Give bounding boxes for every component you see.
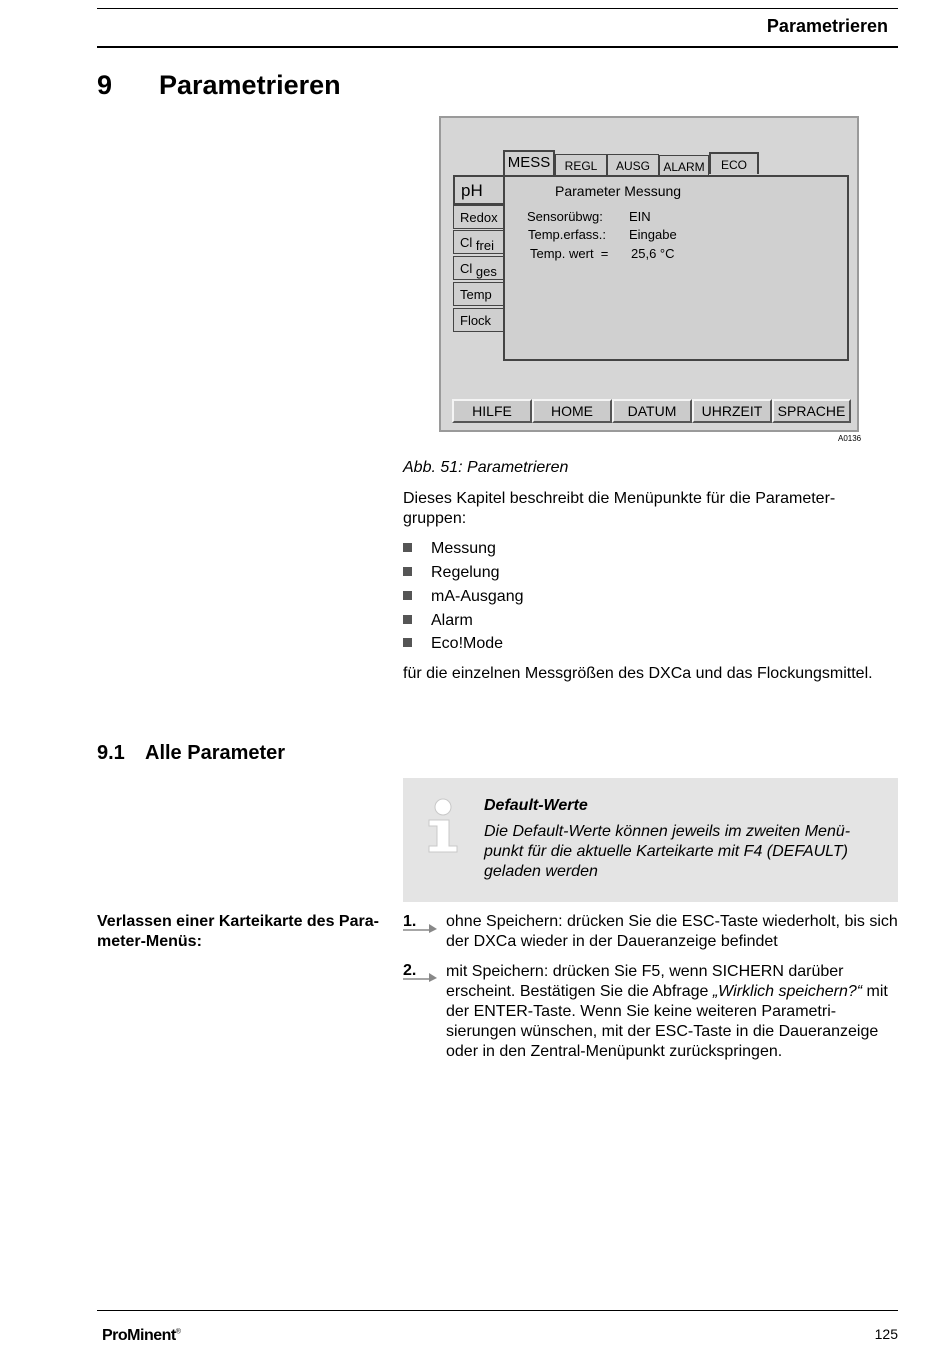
bullet-square-icon: [403, 543, 412, 552]
tab-ausg[interactable]: AUSG: [607, 154, 659, 176]
side-tab-sub: frei: [475, 238, 494, 253]
side-tab-label: Temp: [460, 287, 492, 302]
side-tab-flock[interactable]: [453, 308, 503, 332]
side-tab-cl-ges[interactable]: [453, 256, 503, 280]
list-item: Eco!Mode: [403, 635, 503, 653]
device-screen-figure: [439, 116, 859, 432]
step-arrow-icon: [403, 923, 437, 933]
header-bottom-rule: [97, 46, 898, 48]
sprache-button[interactable]: SPRACHE: [772, 399, 851, 423]
figure-id: A0136: [838, 434, 862, 443]
side-tab-temp[interactable]: [453, 282, 503, 306]
note-title: Default-Werte: [484, 797, 588, 814]
list-item: mA-Ausgang: [403, 588, 524, 606]
panel-title: Parameter Messung: [555, 183, 682, 199]
side-tab-label: Cl: [460, 261, 473, 276]
tab-regl[interactable]: REGL: [555, 154, 607, 176]
param-label: Temp.erfass.:: [528, 227, 607, 242]
step-text: ohne Speichern: drücken Sie die ESC-Taste wiederholt, bis sich der DXCa wieder in der Daueranzeige befindet: [446, 913, 898, 950]
section-title: Alle Parameter: [145, 742, 286, 764]
step-quote: „Wirklich speichern?“: [712, 983, 863, 1000]
step-number: 2.: [403, 962, 417, 979]
side-tab-cl-frei[interactable]: [453, 230, 503, 254]
tab-alarm[interactable]: ALARM: [659, 155, 709, 177]
step-text: mit Speichern: drücken Sie F5, wenn SICHERN darüber erscheint. Bestätigen Sie die Abfrage „Wirklich speichern?“ mit der ENTER-Taste. Wenn Sie keine weiteren Parametri-sierungen wünschen, mit der ESC-Taste in die Daueranzeige oder in den Zentral-Menüpunkt zurückspringen.: [446, 963, 888, 1060]
note-body: Die Default-Werte können jeweils im zweiten Menü-punkt für die aktuelle Karteikarte mit F4 (DEFAULT) geladen werden: [484, 823, 851, 880]
step-number: 1.: [403, 913, 417, 930]
param-value: Eingabe: [629, 227, 677, 242]
chapter-title: Parametrieren: [159, 70, 341, 100]
chapter-number: 9: [97, 70, 113, 100]
hilfe-button[interactable]: HILFE: [452, 399, 532, 423]
tab-mess[interactable]: MESS: [503, 150, 555, 176]
tab-eco[interactable]: ECO: [709, 152, 759, 174]
param-value: EIN: [629, 209, 651, 224]
bullet-square-icon: [403, 567, 412, 576]
header-top-rule: [97, 8, 898, 9]
bullet-square-icon: [403, 615, 412, 624]
datum-button[interactable]: DATUM: [612, 399, 692, 423]
page-number: 125: [874, 1326, 898, 1342]
figure-caption: Abb. 51: Parametrieren: [403, 459, 569, 476]
list-item: Alarm: [403, 612, 473, 630]
list-item: Messung: [403, 540, 496, 558]
outro-paragraph: für die einzelnen Messgrößen des DXCa und das Flockungsmittel.: [403, 665, 873, 682]
step-arrow-icon: [403, 972, 437, 982]
info-note: [403, 778, 898, 902]
side-tab-label: Flock: [460, 313, 492, 328]
bullet-square-icon: [403, 591, 412, 600]
param-label: Temp. wert =: [530, 246, 609, 261]
side-tab-sub: ges: [475, 264, 497, 279]
param-value: 25,6 °C: [631, 246, 675, 261]
intro-paragraph: Dieses Kapitel beschreibt die Menüpunkte für die Parameter-gruppen:: [403, 490, 836, 527]
running-header-title: Parametrieren: [766, 16, 888, 36]
param-label: Sensorübwg:: [527, 209, 603, 224]
side-tab-label: pH: [461, 181, 483, 200]
parameter-panel: [503, 175, 849, 361]
prominent-logo: ProMinent®: [102, 1327, 181, 1344]
side-tab-label: Redox: [460, 210, 498, 225]
side-tab-label: Cl: [460, 235, 473, 250]
side-tab-redox[interactable]: [453, 205, 503, 229]
bullet-square-icon: [403, 638, 412, 647]
info-icon: [425, 798, 461, 854]
footer-rule: [97, 1310, 898, 1311]
section-number: 9.1: [97, 742, 125, 764]
side-tab-ph[interactable]: [453, 175, 503, 205]
home-button[interactable]: HOME: [532, 399, 612, 423]
list-item: Regelung: [403, 564, 500, 582]
uhrzeit-button[interactable]: UHRZEIT: [692, 399, 772, 423]
margin-label: Verlassen einer Karteikarte des Para-meter-Menüs:: [97, 913, 379, 950]
